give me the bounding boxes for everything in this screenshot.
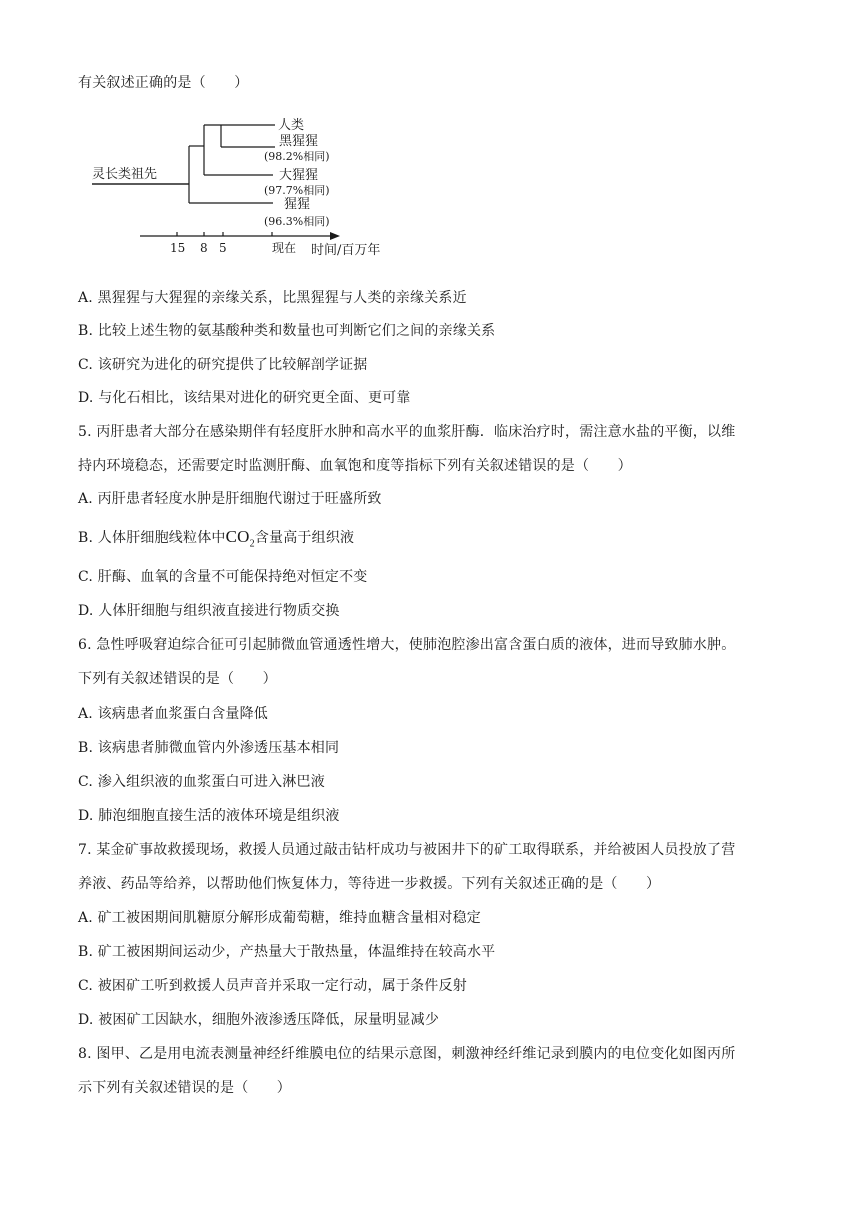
axis-tick-now: 现在 [272,241,297,255]
q4-stem: 有关叙述正确的是（ ） [78,75,249,91]
q4-option-c: C. 该研究为进化的研究提供了比较解剖学证据 [78,357,368,373]
leaf-gorilla-similarity: (97.7%相同) [264,184,330,197]
q5-option-d: D. 人体肝细胞与组织液直接进行物质交换 [78,603,340,619]
q5-option-a: A. 丙肝患者轻度水肿是肝细胞代谢过于旺盛所致 [78,491,382,507]
leaf-orangutan-similarity: (96.3%相同) [264,215,330,228]
q4-option-b: B. 比较上述生物的氨基酸种类和数量也可判断它们之间的亲缘关系 [78,323,496,339]
q7-stem-line1: 7. 某金矿事故救援现场，救援人员通过敲击钻杆成功与被困井下的矿工取得联系，并给被困人员投放了营 [78,842,736,858]
leaf-orangutan: 猩猩 [284,197,311,212]
q7-option-d: D. 被困矿工因缺水，细胞外液渗透压降低，尿量明显减少 [78,1012,440,1028]
tree-root-label: 灵长类祖先 [92,167,158,182]
axis-tick-8: 8 [200,241,208,255]
q5-stem-line1: 5. 丙肝患者大部分在感染期伴有轻度肝水肿和高水平的血浆肝酶．临床治疗时，需注意水盐的平衡，以维 [78,424,736,440]
phylogeny-tree-figure [78,110,408,260]
q4-option-a: A. 黑猩猩与大猩猩的亲缘关系，比黑猩猩与人类的亲缘关系近 [78,290,467,306]
q6-stem-line2: 下列有关叙述错误的是（ ） [78,671,277,687]
q5-option-b-pre: B. 人体肝细胞线粒体中 [78,530,226,546]
time-axis-arrow [330,232,340,240]
q7-stem-line2: 养液、药品等给养，以帮助他们恢复体力，等待进一步救援。下列有关叙述正确的是（ ） [78,876,661,892]
axis-tick-5: 5 [219,241,227,255]
co2-formula: $CO_2$ [225,527,255,550]
leaf-human: 人类 [278,118,305,133]
q7-option-b: B. 矿工被困期间运动少，产热量大于散热量，体温维持在较高水平 [78,944,496,960]
leaf-chimp: 黑猩猩 [279,134,319,149]
leaf-chimp-similarity: (98.2%相同) [264,150,330,163]
q5-option-b-post: 含量高于组织液 [254,530,355,546]
q8-stem-line2: 示下列有关叙述错误的是（ ） [78,1080,291,1096]
q6-option-a: A. 该病患者血浆蛋白含量降低 [78,706,269,722]
q6-option-b: B. 该病患者肺微血管内外渗透压基本相同 [78,740,340,756]
q6-option-c: C. 渗入组织液的血浆蛋白可进入淋巴液 [78,774,325,790]
q5-stem-line2: 持内环境稳态，还需要定时监测肝酶、血氧饱和度等指标下列有关叙述错误的是（ ） [78,458,632,474]
q8-stem-line1: 8. 图甲、乙是用电流表测量神经纤维膜电位的结果示意图，刺激神经纤维记录到膜内的电位变化如图丙所 [78,1046,736,1062]
q6-option-d: D. 肺泡细胞直接生活的液体环境是组织液 [78,808,340,824]
q6-stem-line1: 6. 急性呼吸窘迫综合征可引起肺微血管通透性增大，使肺泡腔渗出富含蛋白质的液体，进而导致肺水肿。 [78,637,736,653]
leaf-gorilla: 大猩猩 [279,168,319,183]
q5-option-b [78,528,354,553]
axis-tick-15: 15 [170,241,186,255]
axis-label: 时间/百万年 [311,243,381,258]
q4-option-d: D. 与化石相比，该结果对进化的研究更全面、更可靠 [78,390,411,406]
q7-option-a: A. 矿工被困期间肌糖原分解形成葡萄糖，维持血糖含量相对稳定 [78,910,482,926]
q7-option-c: C. 被困矿工听到救援人员声音并采取一定行动，属于条件反射 [78,978,467,994]
q5-option-c: C. 肝酶、血氧的含量不可能保持绝对恒定不变 [78,569,368,585]
